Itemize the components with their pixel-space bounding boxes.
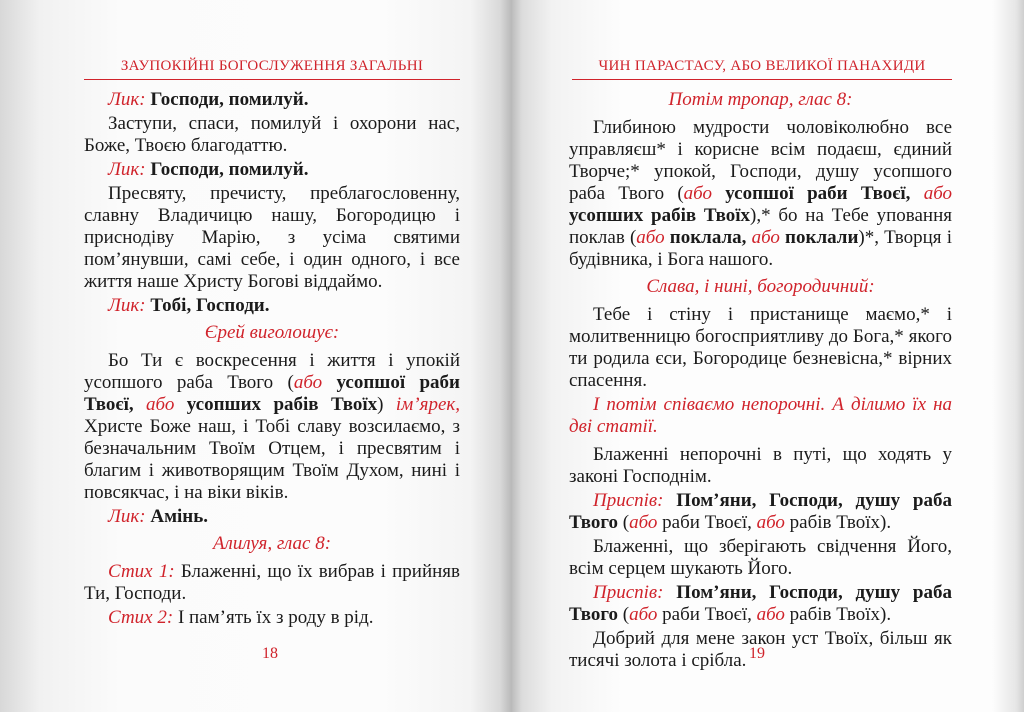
rubric-or: або: [293, 372, 323, 393]
prayer-text: рабів Твоїх).: [784, 512, 892, 533]
prayer-text: [134, 394, 146, 415]
verse-text: І пам’ять їх з роду в рід.: [173, 607, 374, 628]
left-p5: [84, 295, 460, 317]
left-heading-priest: Єрей виголошує:: [204, 322, 340, 343]
choir-response: Амінь.: [145, 506, 209, 527]
prayer-text: Глибиною мудрости чоловіколюбно все управляєш* і корисне всім подаєш, єдиний Творче;* упокой, Господи, душу усопшого раба Твого (: [569, 117, 952, 204]
prayer-text: )*, Творця і будівника, і Бога нашого.: [569, 227, 952, 270]
right-p3: [569, 394, 952, 438]
left-p6: [84, 350, 460, 504]
right-heading-glory: Слава, і нині, богородичний:: [646, 276, 875, 297]
prayer-text: (: [618, 604, 630, 625]
right-heading-troparion: Потім тропар, глас 8:: [668, 89, 853, 110]
prayer-text: ): [377, 394, 396, 415]
right-p4: [569, 444, 952, 488]
rubric-name: ім’ярек,: [395, 394, 461, 415]
variant-text: поклала,: [664, 227, 747, 248]
left-p8: [84, 561, 460, 605]
variant-text: усопшої раби Твоєї,: [84, 372, 460, 415]
rubric-or: або: [923, 183, 952, 204]
right-page-text: [569, 89, 952, 674]
rubric-or: або: [751, 227, 780, 248]
left-p3: [84, 159, 460, 181]
prayer-text: Христе Боже наш, і Тобі славу возсилаємо, з безначальним Твоїм Отцем, і пресвятим і благим і животворящим Твоїм Духом, нині і повсякчас, і на віки віків.: [84, 416, 460, 503]
right-page-number: 19: [749, 645, 765, 662]
prayer-text: ),* бо на Тебе уповання поклав (: [569, 205, 952, 248]
refrain-text: Пом’яни, Господи, душу раба Твого: [569, 490, 952, 533]
verse-text: Блаженні, що їх вибрав і прийняв Ти, Господи.: [84, 561, 460, 604]
rubric-or: або: [756, 604, 785, 625]
prayer-text: Заступи, спаси, помилуй і охорони нас, Боже, Твоєю благодаттю.: [84, 113, 460, 156]
variant-text: поклали: [779, 227, 859, 248]
right-running-head: ЧИН ПАРАСТАСУ, АБО ВЕЛИКОЇ ПАНАХИДИ: [598, 58, 926, 74]
prayer-text: раби Твоєї,: [657, 604, 757, 625]
rubric-verse: Стих 1:: [108, 561, 175, 582]
rubric-or: або: [146, 394, 175, 415]
choir-response: Господи, помилуй.: [145, 159, 309, 180]
rubric-choir: Лик:: [108, 159, 146, 180]
refrain-text: Пом’яни, Господи, душу раба Твого: [569, 582, 952, 625]
right-page: [512, 0, 1024, 712]
rubric-instruction: І потім співаємо непорочні. А ділимо їх на дві статії.: [569, 394, 952, 437]
rubric-verse: Стих 2:: [108, 607, 174, 628]
left-running-head: ЗАУПОКІЙНІ БОГОСЛУЖЕННЯ ЗАГАЛЬНІ: [120, 58, 424, 74]
left-p1: [84, 89, 460, 111]
psalm-text: Блаженні, що зберігають свідчення Його, всім серцем шукають Його.: [569, 536, 952, 579]
left-heading-alleluia: Алилуя, глас 8:: [212, 533, 332, 554]
choir-response: Тобі, Господи.: [145, 295, 270, 316]
right-p1: [569, 117, 952, 271]
rubric-or: або: [629, 512, 658, 533]
left-header-rule: [84, 79, 460, 80]
right-p5: [569, 490, 952, 534]
rubric-choir: Лик:: [108, 295, 146, 316]
rubric-or: або: [629, 604, 658, 625]
left-p2: [84, 113, 460, 157]
prayer-text: рабів Твоїх).: [784, 604, 892, 625]
rubric-choir: Лик:: [108, 506, 146, 527]
variant-text: усопшої раби Твоєї,: [711, 183, 911, 204]
left-p7: [84, 506, 460, 528]
rubric-or: або: [683, 183, 712, 204]
rubric-choir: Лик:: [108, 89, 146, 110]
right-p7: [569, 582, 952, 626]
rubric-or: або: [636, 227, 665, 248]
psalm-text: Добрий для мене закон уст Твоїх, більш як тисячі золота і срібла.: [569, 628, 952, 671]
right-header-rule: [572, 79, 952, 80]
right-p2: [569, 304, 952, 392]
rubric-refrain: Приспів:: [593, 582, 664, 603]
left-page-number: 18: [262, 645, 278, 662]
psalm-text: Блаженні непорочні в путі, що ходять у законі Господнім.: [569, 444, 952, 487]
right-p6: [569, 536, 952, 580]
prayer-text: Бо Ти є воскресення і життя і упокій усопшого раба Твого (: [84, 350, 460, 393]
prayer-text: Пресвяту, пречисту, преблагословенну, славну Владичицю нашу, Богородицю і приснодіву Марію, з усіма святими пом’янувши, самі себе, і один одного, і все життя наше Христу Богові віддаймо.: [84, 183, 460, 292]
left-p9: [84, 607, 460, 629]
variant-text: усопших рабів Твоїх: [174, 394, 378, 415]
left-page-text: [84, 89, 460, 631]
choir-response: Господи, помилуй.: [145, 89, 309, 110]
prayer-text: Тебе і стіну і пристанище маємо,* і молитвенницю богосприятливу до Бога,* якого ти родила єси, Богородице безневісна,* вірних спасення.: [569, 304, 952, 391]
left-p4: [84, 183, 460, 293]
prayer-text: раби Твоєї,: [657, 512, 757, 533]
prayer-text: (: [618, 512, 630, 533]
rubric-refrain: Приспів:: [593, 490, 664, 511]
rubric-or: або: [756, 512, 785, 533]
variant-text: усопших рабів Твоїх: [569, 205, 751, 226]
prayer-text: [910, 183, 923, 204]
